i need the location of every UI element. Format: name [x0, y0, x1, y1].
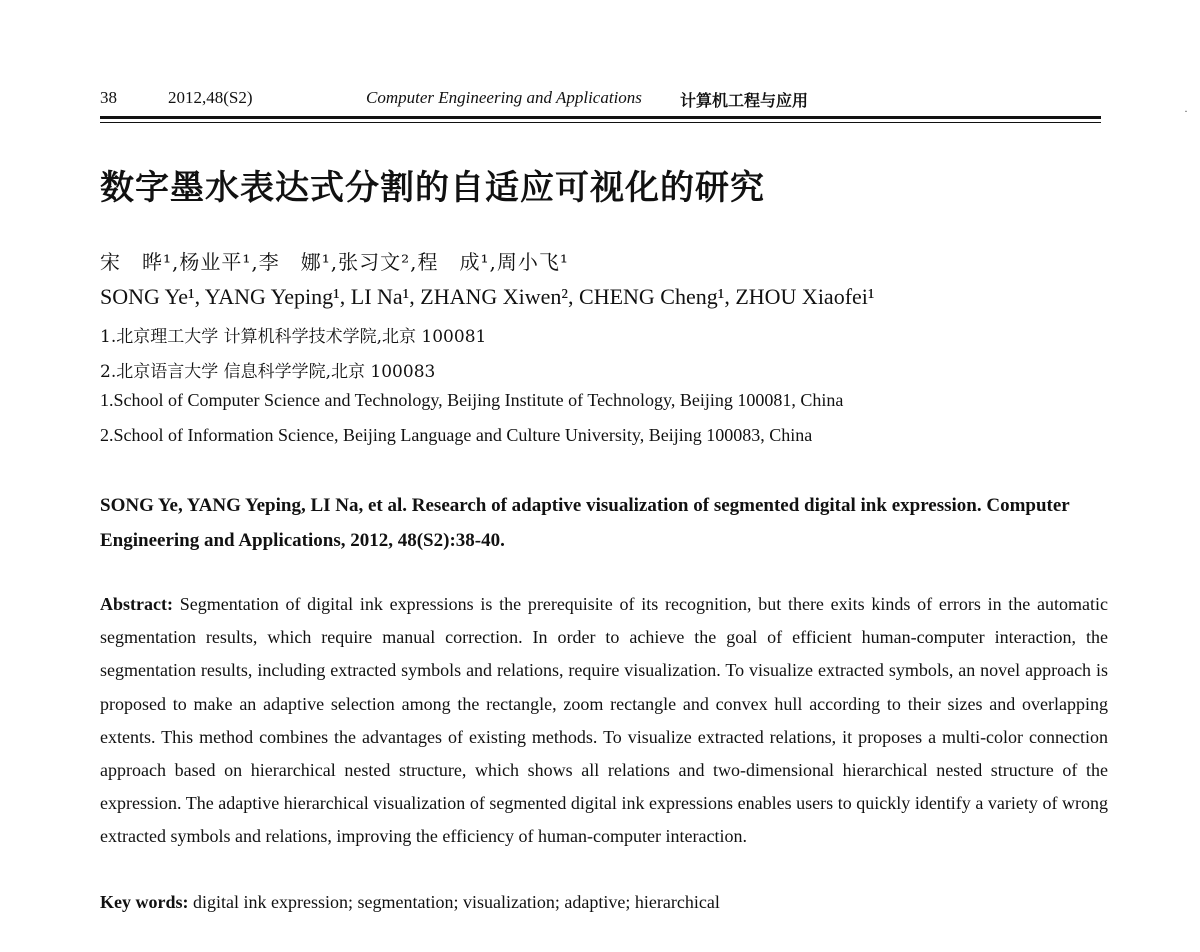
edge-mark: ·	[1184, 104, 1188, 118]
abstract	[100, 588, 1108, 854]
header-rule-thick	[100, 116, 1101, 119]
keywords-text: digital ink expression; segmentation; visualization; adaptive; hierarchical	[193, 892, 720, 912]
running-header	[100, 88, 1100, 114]
paper-title-cn: 数字墨水表达式分割的自适应可视化的研究	[100, 168, 765, 208]
keywords	[100, 892, 1108, 913]
affiliation-cn-1: 1.北京理工大学 计算机科学技术学院,北京 100081	[100, 327, 487, 347]
year-volume: 2012,48(S2)	[168, 88, 253, 107]
header-rule-thin	[100, 122, 1101, 123]
affiliation-cn-2: 2.北京语言大学 信息科学学院,北京 100083	[100, 362, 436, 382]
abstract-label: Abstract:	[100, 594, 173, 614]
citation: SONG Ye, YANG Yeping, LI Na, et al. Research of adaptive visualization of segmented digital ink expression. Computer Engineering and Applications, 2012, 48(S2):38-40.	[100, 495, 1070, 551]
page-number: 38	[100, 88, 117, 107]
abstract-text: Segmentation of digital ink expressions is the prerequisite of its recognition, but there exits kinds of errors in the automatic segmentation results, which require manual correction. In order to achieve the goal of efficient human-computer interaction, the segmentation results, including extracted symbols and relations, require visualization. To visualize extracted symbols, an novel approach is proposed to make an adaptive selection among the rectangle, zoom rectangle and convex hull according to their sizes and overlapping extents. This method combines the advantages of existing methods. To visualize extracted relations, it proposes a multi-color connection approach based on hierarchical nested structure, which shows all relations and two-dimensional hierarchical nested structure of the expression. The adaptive hierarchical visualization of segmented digital ink expressions enables users to quickly identify a variety of wrong extracted symbols and relations, improving the efficiency of human-computer interaction.	[100, 594, 1109, 847]
affiliation-en-1: 1.School of Computer Science and Technology, Beijing Institute of Technology, Beijing 100081, China	[100, 390, 844, 410]
journal-name-en: Computer Engineering and Applications	[366, 88, 642, 107]
keywords-label: Key words:	[100, 892, 189, 912]
authors-cn: 宋 晔¹,杨业平¹,李 娜¹,张习文²,程 成¹,周小飞¹	[100, 250, 569, 274]
journal-name-cn: 计算机工程与应用	[680, 91, 809, 110]
affiliation-en-2: 2.School of Information Science, Beijing Language and Culture University, Beijing 100083, China	[100, 425, 813, 445]
authors-en: SONG Ye¹, YANG Yeping¹, LI Na¹, ZHANG Xiwen², CHENG Cheng¹, ZHOU Xiaofei¹	[100, 284, 875, 309]
